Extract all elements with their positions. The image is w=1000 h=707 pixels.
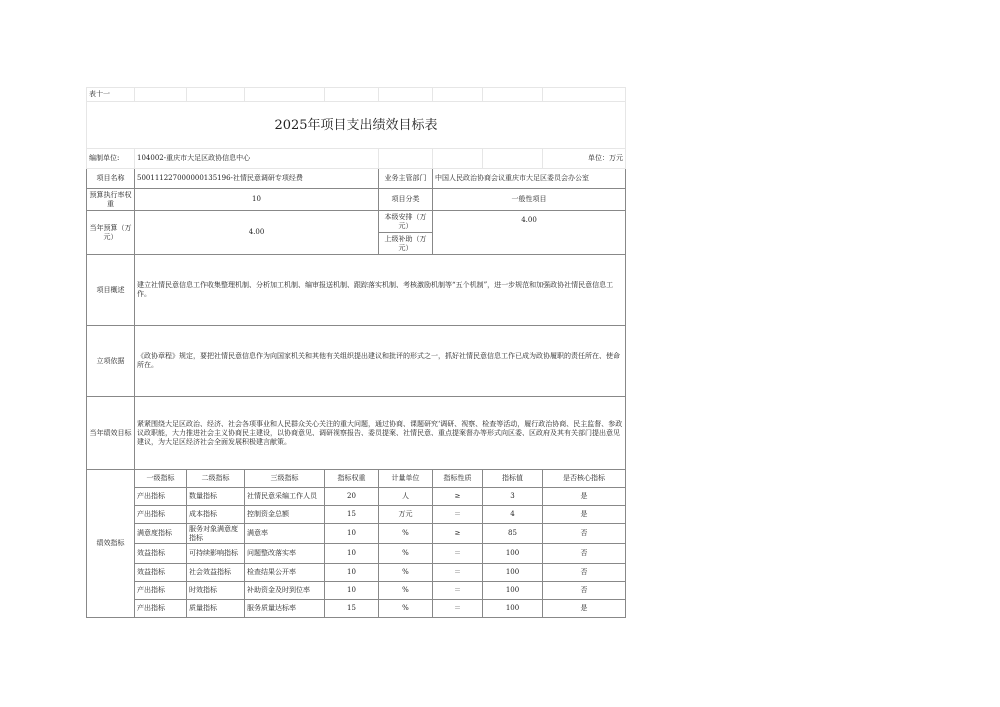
- indicator-cell: 否: [543, 564, 626, 582]
- header-value: 指标值: [483, 470, 543, 488]
- indicator-cell: ≥: [433, 488, 483, 506]
- indicator-cell: 4: [483, 506, 543, 524]
- dept-value: 中国人民政治协商会议重庆市大足区委员会办公室: [433, 169, 626, 189]
- goal-row: [87, 397, 626, 470]
- basis-row: [87, 326, 626, 397]
- indicator-cell: %: [379, 582, 433, 600]
- performance-target-sheet: [86, 87, 625, 618]
- basis-text: 《政协章程》规定，要把社情民意信息作为向国家机关和其他有关组织提出建议和批评的形式之一，抓好社情民意信息工作已成为政协履职的责任所在、使命所在。: [135, 326, 626, 397]
- goal-text: 紧紧围绕大足区政治、经济、社会各项事业和人民群众关心关注的重大问题，通过协商、课题研究‘调研、视察、检查等活动，履行政治协商、民主监督、参政议政职能，大力推进社会主义协商民主建设，以协商意见、调研视察报告、委员提案、社情民意、重点提案督办等形式向区委、区政府及其有关部门提出意见建议，为大足区经济社会全面发展积极建言献策。: [135, 397, 626, 470]
- indicator-cell: 问题整改落实率: [245, 544, 325, 564]
- table-row: [87, 506, 626, 524]
- header-level1: 一级指标: [135, 470, 187, 488]
- project-name-value: 500111227000000135196-社情民意调研专项经费: [135, 169, 379, 189]
- indicator-cell: %: [379, 524, 433, 544]
- indicator-cell: 15: [325, 600, 379, 618]
- indicator-cell: 是: [543, 488, 626, 506]
- indicator-cell: 质量指标: [187, 600, 245, 618]
- table-row: [87, 488, 626, 506]
- indicator-cell: ＝: [433, 564, 483, 582]
- table-row: [87, 524, 626, 544]
- indicator-cell: 万元: [379, 506, 433, 524]
- overview-text: 建立社情民意信息工作收集整理机制、分析加工机制、编审报送机制、跟踪落实机制、考核激励机制等“五个机制”，进一步规范和加强政协社情民意信息工作。: [135, 255, 626, 326]
- indicator-cell: %: [379, 600, 433, 618]
- header-level3: 三级指标: [245, 470, 325, 488]
- upper-subsidy-label: 上级补助（万元）: [379, 233, 433, 255]
- indicator-cell: 否: [543, 524, 626, 544]
- indicator-cell: 检查结果公开率: [245, 564, 325, 582]
- main-table: [86, 87, 626, 618]
- indicator-cell: 时效指标: [187, 582, 245, 600]
- indicator-cell: ＝: [433, 582, 483, 600]
- indicator-cell: 产出指标: [135, 488, 187, 506]
- indicator-cell: 服务对象满意度指标: [187, 524, 245, 544]
- unit-value: 104002-重庆市大足区政协信息中心: [135, 149, 379, 169]
- page-title: 2025年项目支出绩效目标表: [87, 102, 626, 149]
- project-type-value: 一般性项目: [433, 189, 626, 211]
- indicator-cell: 补助资金及时到位率: [245, 582, 325, 600]
- indicator-cell: 服务质量达标率: [245, 600, 325, 618]
- indicator-cell: 满意率: [245, 524, 325, 544]
- indicator-cell: 10: [325, 544, 379, 564]
- local-arrange-value: 4.00: [433, 211, 626, 255]
- indicator-cell: 效益指标: [135, 564, 187, 582]
- header-level2: 二级指标: [187, 470, 245, 488]
- header-nature: 指标性质: [433, 470, 483, 488]
- indicator-cell: 产出指标: [135, 600, 187, 618]
- indicator-cell: 100: [483, 582, 543, 600]
- indicator-cell: 数量指标: [187, 488, 245, 506]
- budget-rate-row: [87, 189, 626, 211]
- budget-rate-label: 预算执行率权重: [87, 189, 135, 211]
- indicator-cell: 20: [325, 488, 379, 506]
- indicator-cell: 人: [379, 488, 433, 506]
- table-row: [87, 600, 626, 618]
- indicator-cell: ＝: [433, 600, 483, 618]
- unit-label: 编制单位:: [87, 149, 135, 169]
- overview-row: [87, 255, 626, 326]
- header-unit: 计量单位: [379, 470, 433, 488]
- header-weight: 指标权重: [325, 470, 379, 488]
- indicator-header-row: [87, 470, 626, 488]
- project-name-label: 项目名称: [87, 169, 135, 189]
- indicator-label: 绩效指标: [87, 470, 135, 618]
- indicator-cell: 控制资金总额: [245, 506, 325, 524]
- indicator-cell: 效益指标: [135, 544, 187, 564]
- indicator-cell: 社情民意采编工作人员: [245, 488, 325, 506]
- overview-label: 项目概述: [87, 255, 135, 326]
- indicator-cell: 否: [543, 582, 626, 600]
- indicator-cell: 社会效益指标: [187, 564, 245, 582]
- indicator-cell: 产出指标: [135, 506, 187, 524]
- indicator-cell: 产出指标: [135, 582, 187, 600]
- indicator-cell: 15: [325, 506, 379, 524]
- project-type-label: 项目分类: [379, 189, 433, 211]
- indicator-cell: 10: [325, 564, 379, 582]
- budget-rate-value: 10: [135, 189, 379, 211]
- indicator-cell: %: [379, 564, 433, 582]
- indicator-cell: 成本指标: [187, 506, 245, 524]
- indicator-cell: 3: [483, 488, 543, 506]
- indicator-cell: 否: [543, 544, 626, 564]
- sheet-label-row: [87, 88, 626, 102]
- unit-row: [87, 149, 626, 169]
- indicator-cell: ＝: [433, 506, 483, 524]
- table-row: [87, 582, 626, 600]
- table-row: [87, 564, 626, 582]
- indicator-cell: %: [379, 544, 433, 564]
- table-row: [87, 544, 626, 564]
- indicator-cell: 100: [483, 564, 543, 582]
- indicator-cell: 是: [543, 506, 626, 524]
- indicator-cell: 是: [543, 600, 626, 618]
- goal-label: 当年绩效目标: [87, 397, 135, 470]
- indicator-cell: 100: [483, 600, 543, 618]
- indicator-cell: 可持续影响指标: [187, 544, 245, 564]
- indicator-cell: ≥: [433, 524, 483, 544]
- sheet-label: 表十一: [87, 88, 135, 102]
- current-budget-label: 当年预算（万元）: [87, 211, 135, 255]
- header-core: 是否核心指标: [543, 470, 626, 488]
- current-budget-value: 4.00: [135, 211, 379, 255]
- indicator-cell: ＝: [433, 544, 483, 564]
- title-row: [87, 102, 626, 149]
- amount-unit: 单位：万元: [543, 149, 626, 169]
- project-name-row: [87, 169, 626, 189]
- dept-label: 业务主管部门: [379, 169, 433, 189]
- indicator-cell: 100: [483, 544, 543, 564]
- current-budget-row-1: [87, 211, 626, 233]
- local-arrange-label: 本级安排（万元）: [379, 211, 433, 233]
- basis-label: 立项依据: [87, 326, 135, 397]
- indicator-cell: 满意度指标: [135, 524, 187, 544]
- indicator-cell: 10: [325, 582, 379, 600]
- indicator-cell: 85: [483, 524, 543, 544]
- indicator-cell: 10: [325, 524, 379, 544]
